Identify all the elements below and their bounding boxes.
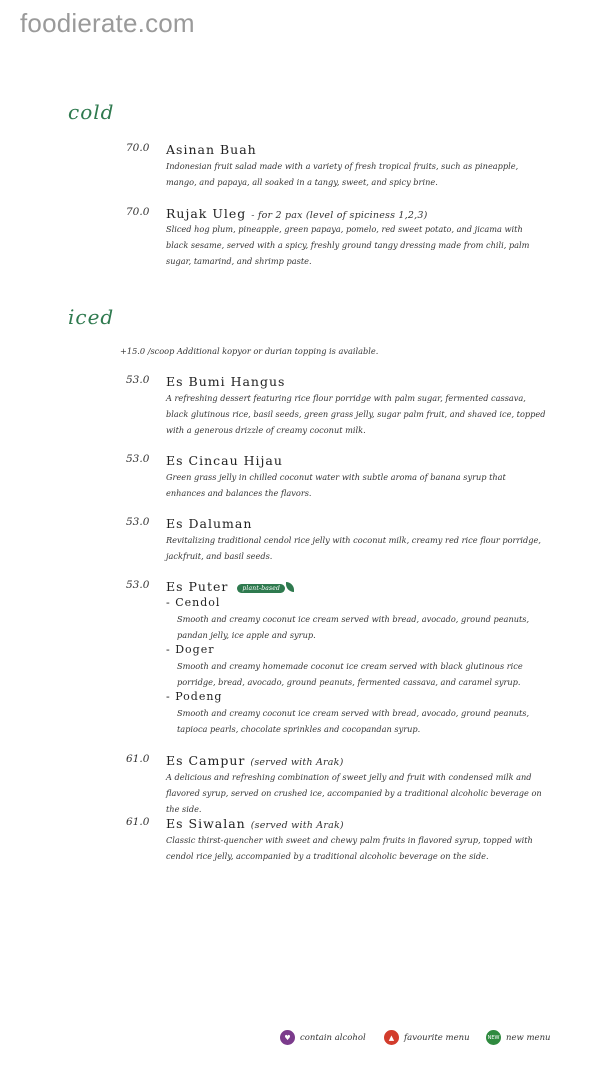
item-name: Rujak Uleg bbox=[166, 206, 247, 221]
item-price: 53.0 bbox=[126, 516, 150, 528]
plant-based-badge: plant-based bbox=[237, 584, 285, 593]
item-price: 61.0 bbox=[126, 753, 150, 765]
sub-item-description: Smooth and creamy coconut ice cream served with bread, avocado, ground peanuts, tapioca pearls, chocolate sprinkles and cocopandan syrup. bbox=[177, 708, 530, 734]
sub-item-name: - Cendol bbox=[166, 596, 221, 609]
sub-item-description: Smooth and creamy homemade coconut ice cream served with black glutinous rice porridge, bread, avocado, ground peanuts, fermented cassava, and caramel syrup. bbox=[177, 661, 523, 687]
item-note: (served with Arak) bbox=[250, 757, 344, 768]
sub-item-description: Smooth and creamy coconut ice cream served with bread, avocado, ground peanuts, pandan jelly, ice apple and syrup. bbox=[177, 614, 530, 640]
legend-label: new menu bbox=[506, 1032, 551, 1043]
item-name: Es Siwalan bbox=[166, 816, 246, 831]
legend-new bbox=[486, 1030, 551, 1045]
new-badge-icon: NEW bbox=[486, 1030, 501, 1045]
item-price: 61.0 bbox=[126, 816, 150, 828]
thumbs-up-icon: ▲ bbox=[384, 1030, 399, 1045]
item-name: Es Puter bbox=[166, 579, 229, 594]
item-name: Asinan Buah bbox=[166, 142, 257, 157]
item-name-wrap bbox=[166, 206, 428, 221]
legend-favourite bbox=[384, 1030, 470, 1045]
item-note: - for 2 pax (level of spiciness 1,2,3) bbox=[251, 210, 428, 221]
item-note: (served with Arak) bbox=[250, 820, 344, 831]
item-name: Es Bumi Hangus bbox=[166, 374, 286, 389]
section-title-iced: iced bbox=[68, 305, 115, 329]
item-name-wrap bbox=[166, 579, 294, 594]
addon-note: +15.0 /scoop Additional kopyor or durian topping is available. bbox=[120, 346, 379, 356]
item-description: Green grass jelly in chilled coconut water with subtle aroma of banana syrup that enhances and balances the flavors. bbox=[166, 472, 506, 498]
item-price: 53.0 bbox=[126, 374, 150, 386]
item-name-wrap bbox=[166, 816, 344, 831]
item-description: A refreshing dessert featuring rice flour porridge with palm sugar, fermented cassava, black glutinous rice, basil seeds, green grass jelly, sugar palm fruit, and shaved ice, topped with a generous drizzle of creamy coconut milk. bbox=[166, 393, 546, 435]
item-price: 53.0 bbox=[126, 453, 150, 465]
legend-label: contain alcohol bbox=[300, 1032, 366, 1043]
item-description: Revitalizing traditional cendol rice jelly with coconut milk, creamy red rice flour porridge, jackfruit, and basil seeds. bbox=[166, 535, 541, 561]
watermark: foodierate.com bbox=[20, 8, 195, 38]
item-price: 53.0 bbox=[126, 579, 150, 591]
item-description: Classic thirst-quencher with sweet and chewy palm fruits in flavored syrup, topped with cendol rice jelly, accompanied by a traditional alcoholic beverage on the side. bbox=[166, 835, 533, 861]
legend-alcohol bbox=[280, 1030, 366, 1045]
legend-label: favourite menu bbox=[404, 1032, 470, 1043]
heart-icon: ♥ bbox=[280, 1030, 295, 1045]
item-description: Indonesian fruit salad made with a variety of fresh tropical fruits, such as pineapple, mango, and papaya, all soaked in a tangy, sweet, and spicy brine. bbox=[166, 161, 519, 187]
item-price: 70.0 bbox=[126, 206, 150, 218]
item-description: A delicious and refreshing combination of sweet jelly and fruit with condensed milk and flavored syrup, served on crushed ice, accompanied by a traditional alcoholic beverage on the side. bbox=[166, 772, 542, 814]
item-name: Es Cincau Hijau bbox=[166, 453, 283, 468]
sub-item-name: - Podeng bbox=[166, 690, 223, 703]
item-price: 70.0 bbox=[126, 142, 150, 154]
item-name: Es Campur bbox=[166, 753, 246, 768]
sub-item-name: - Doger bbox=[166, 643, 215, 656]
leaf-icon bbox=[286, 582, 294, 592]
item-name: Es Daluman bbox=[166, 516, 253, 531]
item-description: Sliced hog plum, pineapple, green papaya, pomelo, red sweet potato, and jicama with black sesame, served with a spicy, freshly ground tangy dressing made from chili, palm sugar, tamarind, and shrimp paste. bbox=[166, 224, 530, 266]
section-title-cold: cold bbox=[68, 100, 115, 124]
item-name-wrap bbox=[166, 753, 344, 768]
